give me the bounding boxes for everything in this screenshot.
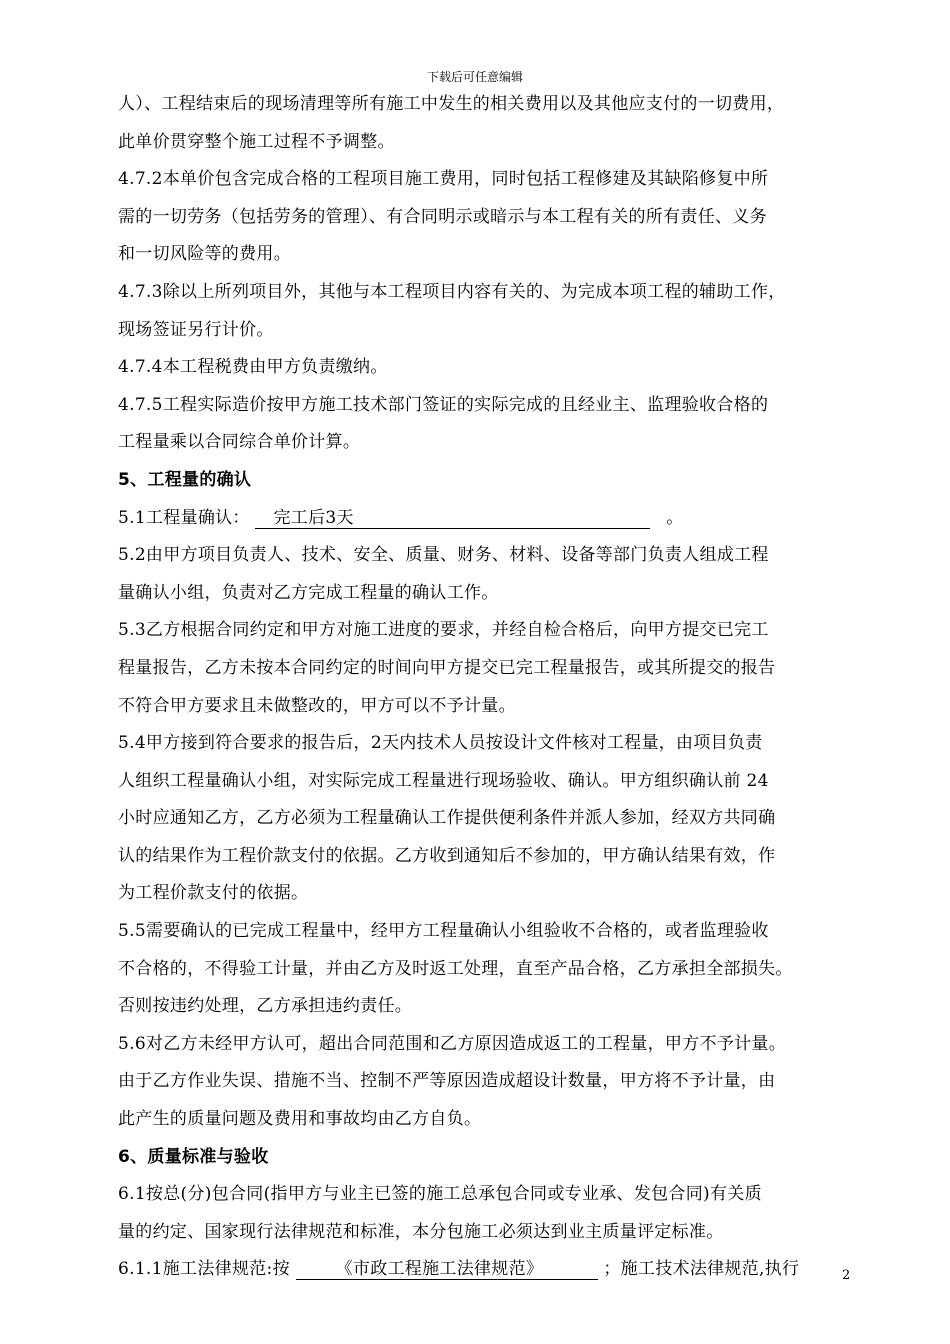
paragraph-line: 6.1按总(分)包合同(指甲方与业主已签的施工总承包合同或专业承、发包合同)有关质 (118, 1184, 762, 1205)
paragraph-line: 和一切风险等的费用。 (118, 244, 291, 265)
clause-6-1-1-label: 6.1.1施工法律规范:按 (118, 1259, 290, 1280)
paragraph-line: 不合格的，不得验工计量，并由乙方及时返工处理，直至产品合格，乙方承担全部损失。 (118, 958, 793, 979)
paragraph-line: 此产生的质量问题及费用和事故均由乙方自负。 (118, 1109, 482, 1130)
paragraph-line: 现场签证另行计价。 (118, 319, 274, 340)
clause-5-1-label: 5.1工程量确认： (118, 507, 250, 528)
paragraph-line: 量确认小组，负责对乙方完成工程量的确认工作。 (118, 582, 499, 603)
paragraph-line: 4.7.4本工程税费由甲方负责缴纳。 (118, 357, 388, 378)
paragraph-line: 4.7.2本单价包含完成合格的工程项目施工费用，同时包括工程修建及其缺陷修复中所 (118, 169, 769, 190)
paragraph-line: 5.2由甲方项目负责人、技术、安全、质量、财务、材料、设备等部门负责人组成工程 (118, 545, 769, 566)
paragraph-line: 工程量乘以合同综合单价计算。 (118, 432, 361, 453)
paragraph-line: 量的约定、国家现行法律规范和标准，本分包施工必须达到业主质量评定标准。 (118, 1221, 724, 1242)
page-header: 下载后可任意编辑 (426, 70, 523, 84)
clause-5-1-end: 。 (666, 507, 684, 528)
regulation-name-blank: 《市政工程施工法律规范》 (296, 1259, 598, 1280)
paragraph-line: 5.4甲方接到符合要求的报告后，2天内技术人员按设计文件核对工程量，由项目负责 (118, 733, 763, 754)
paragraph-line: 为工程价款支付的依据。 (118, 883, 309, 904)
clause-6-1-1-continuation: ；施工技术法律规范,执行 (603, 1259, 800, 1280)
confirmation-time-blank: 完工后3天 (255, 508, 650, 529)
paragraph-line: 5.5需要确认的已完成工程量中，经甲方工程量确认小组验收不合格的，或者监理验收 (118, 921, 769, 942)
paragraph-line: 4.7.3除以上所列项目外，其他与本工程项目内容有关的、为完成本项工程的辅助工作， (118, 281, 786, 302)
paragraph-line: 此单价贯穿整个施工过程不予调整。 (118, 131, 395, 152)
paragraph-line: 小时应通知乙方，乙方必须为工程量确认工作提供便利条件并派人参加，经双方共同确 (118, 808, 776, 829)
paragraph-line: 5.3乙方根据合同约定和甲方对施工进度的要求，并经自检合格后，向甲方提交已完工 (118, 620, 769, 641)
paragraph-line: 程量报告，乙方未按本合同约定的时间向甲方提交已完工程量报告，或其所提交的报告 (118, 657, 776, 678)
paragraph-line: 由于乙方作业失误、措施不当、控制不严等原因造成超设计数量，甲方将不予计量，由 (118, 1071, 776, 1092)
paragraph-line: 人）、工程结束后的现场清理等所有施工中发生的相关费用以及其他应支付的一切费用， (118, 94, 785, 114)
paragraph-line: 不符合甲方要求且未做整改的，甲方可以不予计量。 (118, 695, 516, 716)
paragraph-line: 需的一切劳务（包括劳务的管理）、有合同明示或暗示与本工程有关的所有责任、义务 (118, 206, 767, 227)
section-6-heading: 6、质量标准与验收 (118, 1146, 269, 1167)
section-5-heading: 5、工程量的确认 (118, 469, 252, 490)
document-body (118, 86, 858, 1289)
clause-6-1-1 (118, 1251, 858, 1289)
paragraph-line: 人组织工程量确认小组，对实际完成工程量进行现场验收、确认。甲方组织确认前 24 (118, 770, 769, 791)
page-number: 2 (842, 1268, 851, 1283)
clause-5-1 (118, 500, 858, 538)
paragraph-line: 5.6对乙方未经甲方认可，超出合同范围和乙方原因造成返工的工程量，甲方不予计量。 (118, 1033, 787, 1054)
paragraph-line: 认的结果作为工程价款支付的依据。乙方收到通知后不参加的，甲方确认结果有效，作 (118, 845, 776, 866)
paragraph-line: 4.7.5工程实际造价按甲方施工技术部门签证的实际完成的且经业主、监理验收合格的 (118, 394, 769, 415)
paragraph-line: 否则按违约处理，乙方承担违约责任。 (118, 996, 413, 1017)
